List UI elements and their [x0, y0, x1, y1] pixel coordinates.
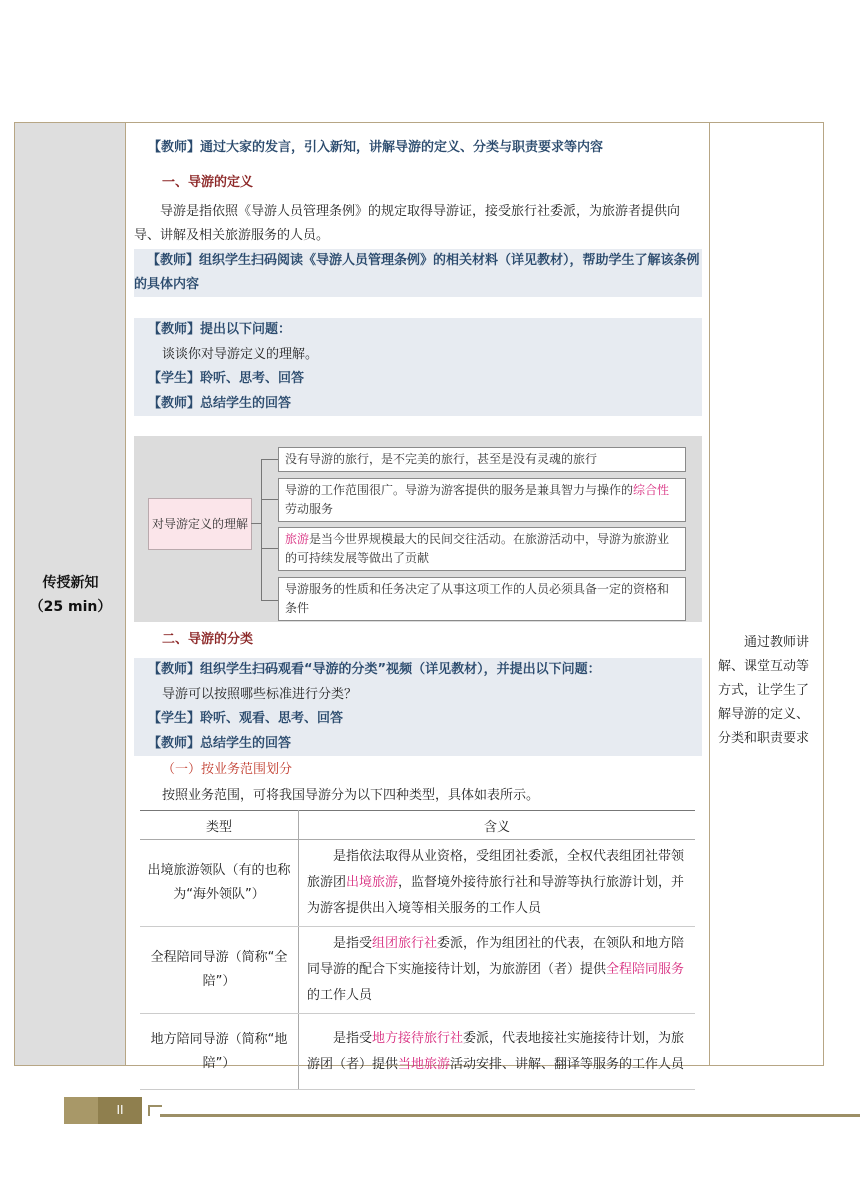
- teacher-question-label: 【教师】提出以下问题：: [148, 322, 292, 337]
- table-row: [140, 927, 695, 1014]
- student-response-2: 【学生】聆听、观看、思考、回答: [148, 711, 344, 726]
- section-duration: （25 min）: [29, 599, 112, 615]
- diagram-leaf: 导游的工作范围很广。导游为游客提供的服务是兼具智力与操作的综合性劳动服务: [278, 478, 686, 522]
- meaning-cell: 是指依法取得从业资格，受组团社委派，全权代表组团社带领旅游团出境旅游，监督境外接待旅行社和导游等执行旅游计划，并为游客提供出入境等相关服务的工作人员: [299, 840, 696, 927]
- definition-diagram: [134, 436, 702, 622]
- type-cell: 出境旅游领队（有的也称为“海外领队”）: [140, 840, 299, 927]
- teacher-intro: 【教师】通过大家的发言，引入新知，讲解导游的定义、分类与职责要求等内容: [148, 140, 604, 155]
- table-row: [140, 840, 695, 927]
- left-column: [15, 123, 126, 1065]
- type-cell: 全程陪同导游（简称“全陪”）: [140, 927, 299, 1014]
- diagram-root: 对导游定义的理解: [148, 498, 252, 550]
- teacher-scan-instruction: 【教师】组织学生扫码阅读《导游人员管理条例》的相关材料（详见教材），帮助学生了解该条例的具体内容: [134, 249, 702, 297]
- diagram-leaf: 旅游是当今世界规模最大的民间交往活动。在旅游活动中，导游为旅游业的可持续发展等做出了贡献: [278, 527, 686, 571]
- section-name: 传授新知: [42, 575, 99, 591]
- table-row: [140, 1014, 695, 1090]
- qa-block: [134, 318, 702, 416]
- right-column: [709, 123, 823, 1065]
- heading-definition: 一、导游的定义: [162, 175, 254, 190]
- footer-rule: [160, 1114, 860, 1117]
- question-text-2: 导游可以按照哪些标准进行分类？: [162, 687, 358, 702]
- type-cell: 地方陪同导游（简称“地陪”）: [140, 1014, 299, 1090]
- question-text: 谈谈你对导游定义的理解。: [162, 347, 319, 362]
- subheading-business-scope: （一）按业务范围划分: [162, 762, 293, 777]
- table-header-meaning: 含义: [299, 811, 696, 840]
- definition-text: 导游是指依照《导游人员管理条例》的规定取得导游证，接受旅行社委派，为旅游者提供向导、讲解及相关旅游服务的人员。: [134, 204, 681, 243]
- meaning-cell: 是指受组团旅行社委派，作为组团社的代表，在领队和地方陪同导游的配合下实施接待计划，为旅游团（者）提供全程陪同服务的工作人员: [299, 927, 696, 1014]
- table-header-type: 类型: [140, 811, 299, 840]
- diagram-leaf: 没有导游的旅行，是不完美的旅行，甚至是没有灵魂的旅行: [278, 447, 686, 472]
- student-response: 【学生】聆听、思考、回答: [148, 371, 305, 386]
- guide-types-table: [140, 810, 695, 1090]
- teacher-summary-2: 【教师】总结学生的回答: [148, 736, 292, 751]
- design-intent-note: 通过教师讲解、课堂互动等方式，让学生了解导游的定义、分类和职责要求: [718, 635, 810, 746]
- business-scope-text: 按照业务范围，可将我国导游分为以下四种类型，具体如表所示。: [162, 788, 540, 803]
- diagram-leaf: 导游服务的性质和任务决定了从事这项工作的人员必须具备一定的资格和条件: [278, 577, 686, 621]
- heading-classification: 二、导游的分类: [162, 632, 254, 647]
- teacher-video-instruction: 【教师】组织学生扫码观看“导游的分类”视频（详见教材），并提出以下问题：: [148, 662, 601, 677]
- teacher-summary: 【教师】总结学生的回答: [148, 396, 292, 411]
- page-number: II: [98, 1097, 142, 1124]
- qa-block-2: [134, 658, 702, 756]
- section-title: [15, 571, 126, 619]
- meaning-cell: 是指受地方接待旅行社委派，代表地接社实施接待计划，为旅游团（者）提供当地旅游活动安排、讲解、翻译等服务的工作人员: [299, 1014, 696, 1090]
